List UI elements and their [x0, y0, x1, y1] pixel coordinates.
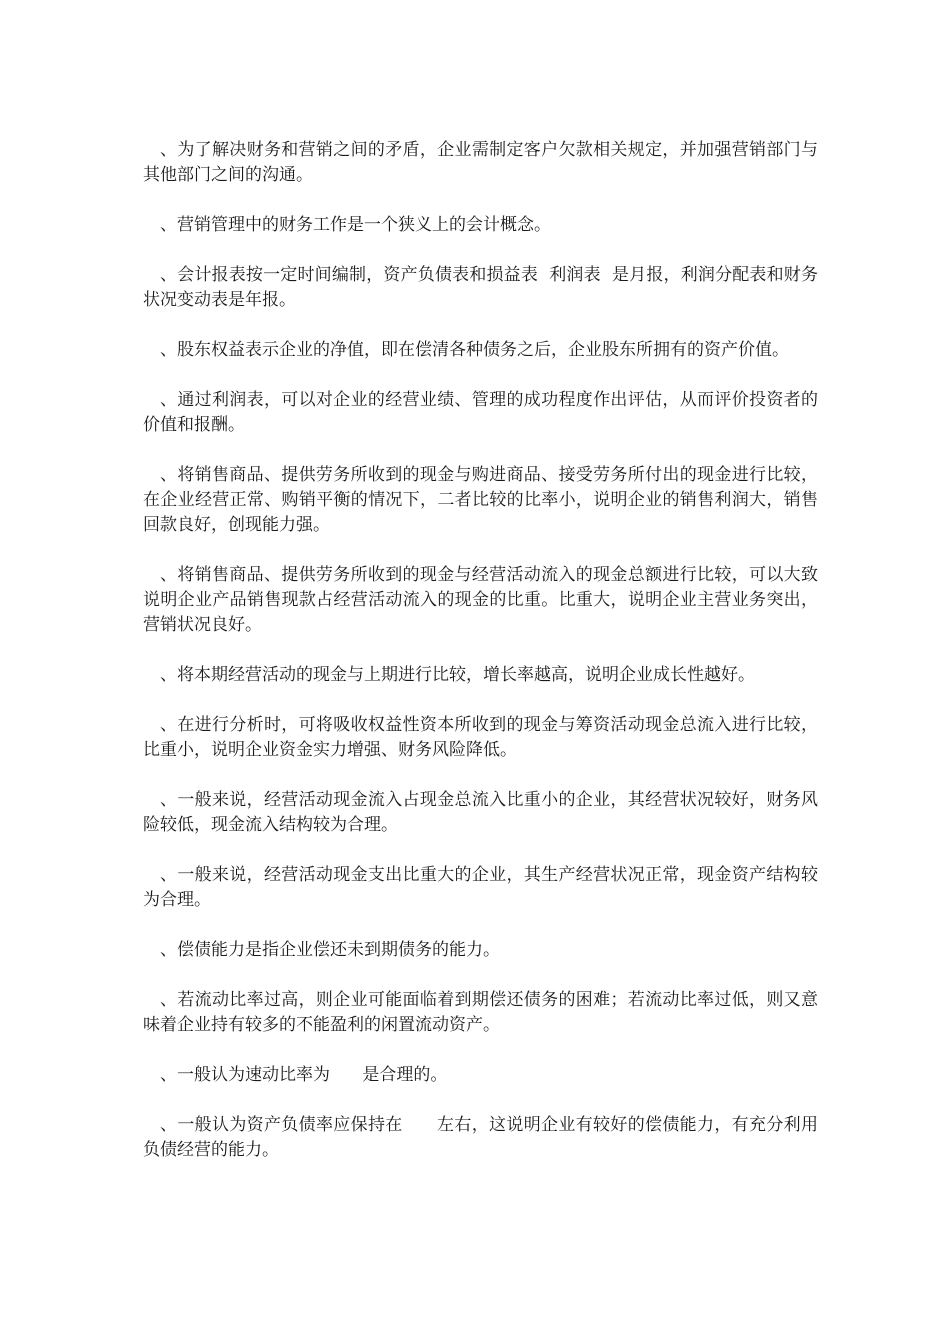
paragraph: 、会计报表按一定时间编制，资产负债表和损益表 利润表 是月报，利润分配表和财务状况变动表是年报。	[143, 265, 818, 310]
paragraph: 、通过利润表，可以对企业的经营业绩、管理的成功程度作出评估，从而评价投资者的价值和报酬。	[143, 390, 818, 435]
paragraph: 、将销售商品、提供劳务所收到的现金与购进商品、接受劳务所付出的现金进行比较，在企业经营正常、购销平衡的情况下，二者比较的比率小，说明企业的销售利润大，销售回款良好，创现能力强。	[143, 465, 818, 535]
document-body	[143, 138, 818, 1188]
paragraph: 、一般认为速动比率为 是合理的。	[160, 1065, 448, 1085]
paragraph: 、一般来说，经营活动现金支出比重大的企业，其生产经营状况正常，现金资产结构较为合理。	[143, 865, 818, 910]
paragraph: 、在进行分析时，可将吸收权益性资本所收到的现金与筹资活动现金总流入进行比较，比重小，说明企业资金实力增强、财务风险降低。	[143, 715, 818, 760]
paragraph: 、将本期经营活动的现金与上期进行比较，增长率越高，说明企业成长性越好。	[160, 665, 755, 685]
paragraph: 、一般认为资产负债率应保持在 左右，这说明企业有较好的偿债能力，有充分利用负债经营的能力。	[143, 1115, 818, 1160]
paragraph: 、一般来说，经营活动现金流入占现金总流入比重小的企业，其经营状况较好，财务风险较低，现金流入结构较为合理。	[143, 790, 818, 835]
paragraph: 、将销售商品、提供劳务所收到的现金与经营活动流入的现金总额进行比较，可以大致说明企业产品销售现款占经营活动流入的现金的比重。比重大，说明企业主营业务突出，营销状况良好。	[143, 565, 818, 635]
paragraph: 、偿债能力是指企业偿还未到期债务的能力。	[160, 940, 500, 960]
paragraph: 、若流动比率过高，则企业可能面临着到期偿还债务的困难；若流动比率过低，则又意味着企业持有较多的不能盈利的闲置流动资产。	[143, 990, 818, 1035]
paragraph: 、为了解决财务和营销之间的矛盾，企业需制定客户欠款相关规定，并加强营销部门与其他部门之间的沟通。	[143, 140, 818, 185]
paragraph: 、股东权益表示企业的净值，即在偿清各种债务之后，企业股东所拥有的资产价值。	[160, 340, 789, 360]
paragraph: 、营销管理中的财务工作是一个狭义上的会计概念。	[160, 215, 551, 235]
